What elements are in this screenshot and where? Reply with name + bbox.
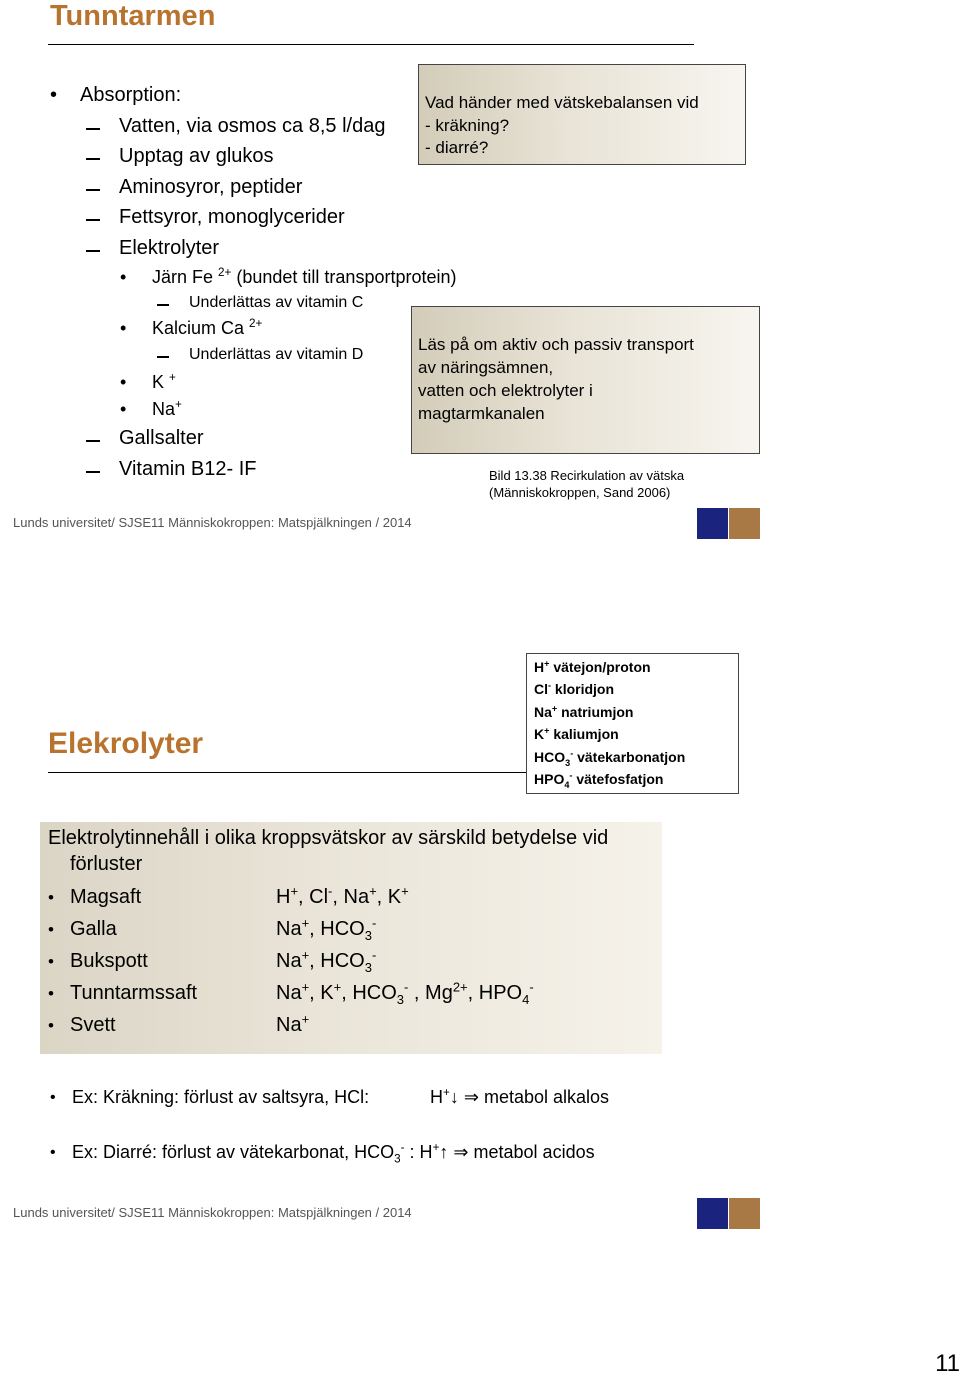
example-diarrhea: Ex: Diarré: förlust av vätekarbonat, $HCO_3^-$ : H+↑ ⇒ metabol acidos xyxy=(72,1141,595,1166)
fluid-name: Bukspott xyxy=(70,950,148,972)
slide2-title: Elekrolyter xyxy=(48,727,204,760)
sodium-item: Na+ xyxy=(152,398,182,419)
bullet: • xyxy=(120,399,127,419)
logo-navy-block xyxy=(697,508,728,539)
title-rule xyxy=(48,44,694,45)
question-line: Vad händer med vätskebalansen vid xyxy=(425,93,699,112)
question-box xyxy=(418,64,746,165)
bullet: • xyxy=(50,1089,56,1106)
vitamin-item: Vitamin B12- IF xyxy=(119,458,257,480)
content-title: Elektrolytinnehåll i olika kroppsvätskor av särskild betydelse vid xyxy=(48,827,609,849)
example-vomiting-effect: H+↓ ⇒ metabol alkalos xyxy=(430,1086,610,1107)
study-box xyxy=(411,306,760,454)
ion-row: K+ kaliumjon xyxy=(534,725,619,742)
ion-row: H+ vätejon/proton xyxy=(534,658,651,675)
study-line: vatten och elektrolyter i xyxy=(418,381,593,400)
bullet: • xyxy=(120,267,127,287)
list-item: Vatten, via osmos ca 8,5 l/dag xyxy=(119,115,386,137)
calcium-sub: Underlättas av vitamin D xyxy=(189,346,364,363)
study-line: Läs på om aktiv och passiv transport xyxy=(418,335,694,354)
bullet: • xyxy=(48,984,54,1003)
bullet: • xyxy=(48,1016,54,1035)
fluid-name: Magsaft xyxy=(70,886,142,908)
dash xyxy=(157,356,169,358)
gallsalter-item: Gallsalter xyxy=(119,427,204,449)
dash xyxy=(86,471,100,473)
electrolyte-content-box xyxy=(40,822,662,1054)
ion-row: Cl- kloridjon xyxy=(534,680,615,697)
logo-navy-block xyxy=(697,1198,728,1229)
question-line: - kräkning? xyxy=(425,116,510,135)
calcium-item: Kalcium Ca $^{2+}$ xyxy=(152,317,263,338)
fluid-values: Na+ xyxy=(276,1011,310,1036)
study-line: magtarmkanalen xyxy=(418,404,545,423)
bullet: • xyxy=(48,920,54,939)
arrow-up-icon: ↑ xyxy=(439,1142,449,1162)
slide1-title: Tunntarmen xyxy=(50,0,216,32)
iron-item: Järn Fe $^{2+}$ (bundet till transportprotein) xyxy=(152,266,457,287)
fluid-name: Galla xyxy=(70,918,117,940)
dash xyxy=(86,189,100,191)
dash xyxy=(86,128,100,130)
implies-icon: ⇒ xyxy=(463,1087,479,1107)
fluid-values: Na+, K+, $HCO_3^-$ , $Mg^{2+}$, $HPO_4^-$ xyxy=(276,979,534,1007)
image-caption: Bild 13.38 Recirkulation av vätska xyxy=(489,468,685,483)
dash xyxy=(157,304,169,306)
bullet: • xyxy=(120,372,127,392)
bullet: • xyxy=(50,1144,56,1161)
study-line: av näringsämnen, xyxy=(418,358,554,377)
bullet: • xyxy=(48,888,54,907)
dash xyxy=(86,250,100,252)
dash xyxy=(86,440,100,442)
page-number: 11 xyxy=(935,1350,960,1377)
dash xyxy=(86,158,100,160)
fluid-name: Tunntarmssaft xyxy=(70,982,198,1004)
list-item: Elektrolyter xyxy=(119,237,220,259)
ion-legend-box xyxy=(526,653,739,794)
fluid-values: Na+, $HCO_3^-$ xyxy=(276,947,377,975)
ion-row: $HPO_4^-$ vätefosfatjon xyxy=(534,770,664,790)
potassium-item: K + xyxy=(152,371,176,392)
fluid-name: Svett xyxy=(70,1014,116,1036)
title-rule xyxy=(48,772,528,773)
bullet: • xyxy=(50,84,58,106)
list-item: Upptag av glukos xyxy=(119,145,274,167)
dash xyxy=(86,219,100,221)
slide1-footer: Lunds universitet/ SJSE11 Människokroppen: Matspjälkningen / 2014 xyxy=(13,515,412,530)
iron-sub: Underlättas av vitamin C xyxy=(189,294,364,311)
bullet: • xyxy=(48,952,54,971)
list-item: Fettsyror, monoglycerider xyxy=(119,206,345,228)
absorption-label: Absorption: xyxy=(80,84,182,106)
question-line: - diarré? xyxy=(425,138,489,157)
arrow-down-icon: ↓ xyxy=(449,1087,459,1107)
image-caption-source: (Människokroppen, Sand 2006) xyxy=(489,485,671,500)
slide2-footer: Lunds universitet/ SJSE11 Människokroppen: Matspjälkningen / 2014 xyxy=(13,1205,412,1220)
content-title-cont: förluster xyxy=(70,853,143,875)
ion-row: Na+ natriumjon xyxy=(534,703,634,720)
implies-icon: ⇒ xyxy=(453,1142,469,1162)
list-item: Aminosyror, peptider xyxy=(119,176,303,198)
logo-tan-block xyxy=(729,508,760,539)
bullet: • xyxy=(120,318,127,338)
ion-row: $HCO_3^-$ vätekarbonatjon xyxy=(534,748,686,768)
example-vomiting: Ex: Kräkning: förlust av saltsyra, HCl: xyxy=(72,1087,370,1107)
fluid-values: H+, Cl-, Na+, K+ xyxy=(276,883,409,908)
logo-tan-block xyxy=(729,1198,760,1229)
fluid-values: Na+, $HCO_3^-$ xyxy=(276,915,377,943)
